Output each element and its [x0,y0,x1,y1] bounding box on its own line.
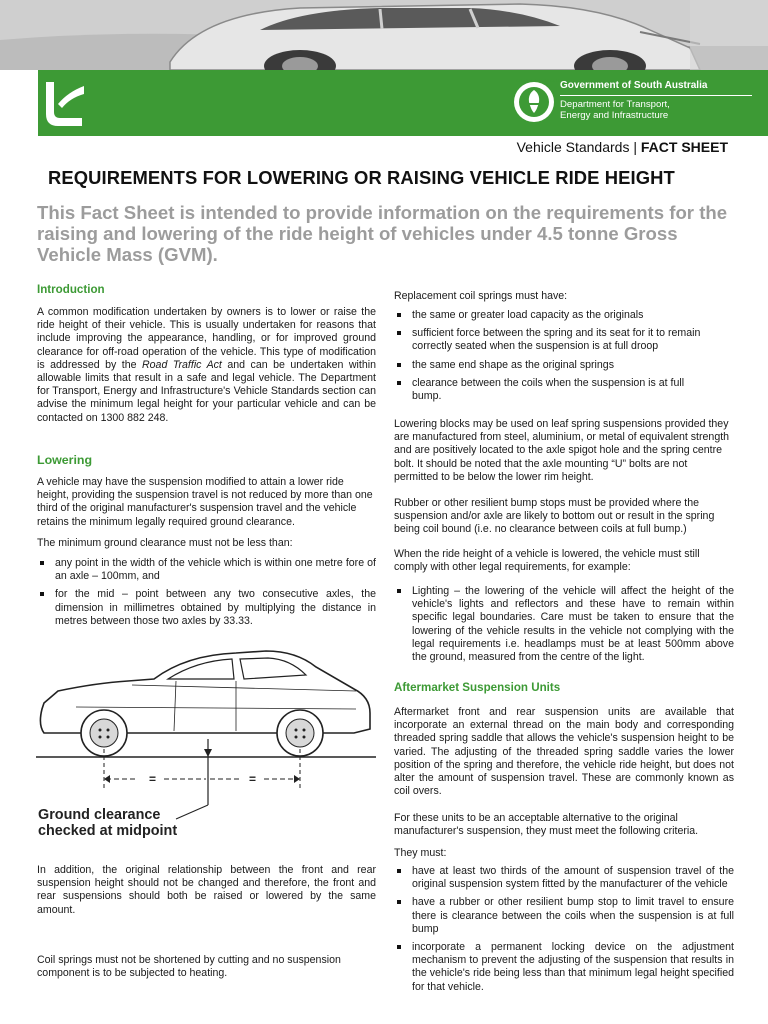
must-label: They must: [394,847,447,859]
springs-intro: Replacement coil springs must have: [394,290,568,302]
gov-name: Government of South Australia [560,80,708,91]
series-type: FACT SHEET [640,139,728,155]
legal-requirements-paragraph: When the ride height of a vehicle is lowered, the vehicle must still comply with other legal requirements, for example: [394,548,700,574]
list-item: clearance between the coils when the suspension is at full bump. [395,377,735,403]
list-item: incorporate a permanent locking device on the adjustment mechanism to prevent the adjusting of the suspension that results in the vehicle's ride being less than that minimum legal height specified for that vehicle. [395,941,734,994]
dtei-logo-icon [38,78,88,130]
bump-stop-paragraph: Rubber or other resilient bump stops must be provided where the suspension and/or axle are likely to bottom out or result in the spring being coil bound (i.e. no clearance between coils at full bump.) [394,497,715,536]
aftermarket-paragraph: Aftermarket front and rear suspension units are available that incorporate an external thread on the main body and corresponding threaded spring saddle that allows the vehicle's suspension height to be varied. The adjusting of the threaded spring saddle varies the lower position of the spring and therefore, the vehicle ride height, but does not alter the amount of suspension travel. These are commonly known as coil overs. [394,706,734,798]
intro-heading: Introduction [37,283,105,296]
list-item: the same or greater load capacity as the originals [395,309,735,322]
list-item: sufficient force between the spring and its seat for it to remain correctly seated when the suspension is at full droop [395,327,735,353]
springs-list-wrap [395,309,735,403]
svg-text:=: = [249,772,257,786]
lowering-heading: Lowering [37,453,93,467]
clearance-intro: The minimum ground clearance must not be less than: [37,537,293,549]
lowering-paragraph: A vehicle may have the suspension modified to attain a lower ride height, providing the suspension travel is not reduced by more than one third of the original manufacturer's suspension travel and the vehicle retains the minimum legally required ground clearance. [37,476,373,528]
fact-sheet-label [517,139,728,155]
must-list [395,865,734,994]
clearance-list [38,557,376,628]
list-item: have at least two thirds of the amount of suspension travel of the original suspension system fitted by the manufacturer of the vehicle [395,865,734,891]
aftermarket-heading: Aftermarket Suspension Units [394,681,561,694]
header-car-photo [0,0,768,70]
must-list-wrap [395,865,734,994]
list-item: for the mid – point between any two consecutive axles, the dimension in millimetres obtained by multiplying the distance in metres between those two axles by 33.33. [38,588,376,628]
lowering-blocks-paragraph: Lowering blocks may be used on leaf spring suspensions provided they are manufactured from steel, aluminium, or metal of equivalent strength and are positively located to the axle spigot hole and the spring centre bolt. It should be noted that the axle mounting “U” bolts are not permitted to be below the lower rim height. [394,418,730,483]
legal-list [395,585,734,664]
intro-text-end: and can be undertaken within allowable limits that result in a safe and legal vehicle. The Department for Transport, Energy and Infrastructure's Vehicle Standards section can advise the minimum legal height for your particular vehicle and can be contacted on 1300 882 248. [37,358,376,424]
department-name-line1: Department for Transport, [560,99,670,110]
svg-text:=: = [149,772,157,786]
sa-crest-icon [512,80,556,124]
list-item: any point in the width of the vehicle which is within one metre fore of an axle – 100mm, and [38,557,376,583]
series-label: Vehicle Standards | [516,139,637,155]
springs-list [395,309,735,403]
department-name-line2: Energy and Infrastructure [560,110,669,121]
list-item: have a rubber or other resilient bump stop to limit travel to ensure there is clearance between the coils when the suspension is at full bump [395,896,734,936]
coil-paragraph: Coil springs must not be shortened by cutting and no suspension component is to be subjected to heating. [37,954,341,980]
road-traffic-act: Road Traffic Act [142,358,222,371]
logo-white-panel [0,70,38,136]
gov-divider [560,95,752,96]
criteria-paragraph: For these units to be an acceptable alternative to the original manufacturer's suspension, they must meet the following criteria. [394,812,699,838]
clearance-list-wrap [38,557,376,628]
intro-text: A common modification undertaken by owners is to lower or raise the ride height of their vehicle. This is usually undertaken for reasons that include improving the appearance, handling, or for improved ground clearance for off-road operation of the vehicle. This type of modification is addressed by the [37,306,376,371]
relationship-paragraph: In addition, the original relationship between the front and rear suspension height should not be changed and therefore, the front and rear suspensions should both be raised or lowered by the same amount. [37,864,376,916]
diagram-caption-line1: Ground clearance [38,807,161,823]
page-title: REQUIREMENTS FOR LOWERING OR RAISING VEHICLE RIDE HEIGHT [48,167,675,188]
crest-label: SOUTH AUSTRALIA [516,78,561,83]
diagram-caption-line2: checked at midpoint [38,823,178,839]
intro-paragraph [37,306,376,425]
list-item: the same end shape as the original springs [395,359,735,372]
government-branding [512,78,762,130]
legal-list-wrap [395,585,734,664]
list-item: Lighting – the lowering of the vehicle will affect the height of the vehicle's lights and reflectors and these have to remain within specific legal boundaries. Care must be taken to ensure that the lowering of the vehicle results in the vehicle not complying with the legal requirements i.e. headlamps must be at least 500mm above the ground, measured from the centre of the light. [395,585,734,664]
intro-statement: This Fact Sheet is intended to provide information on the requirements for the raising and lowering of the ride height of vehicles under 4.5 tonne Gross Vehicle Mass (GVM). [37,202,728,265]
car-photo-illustration [0,0,768,70]
